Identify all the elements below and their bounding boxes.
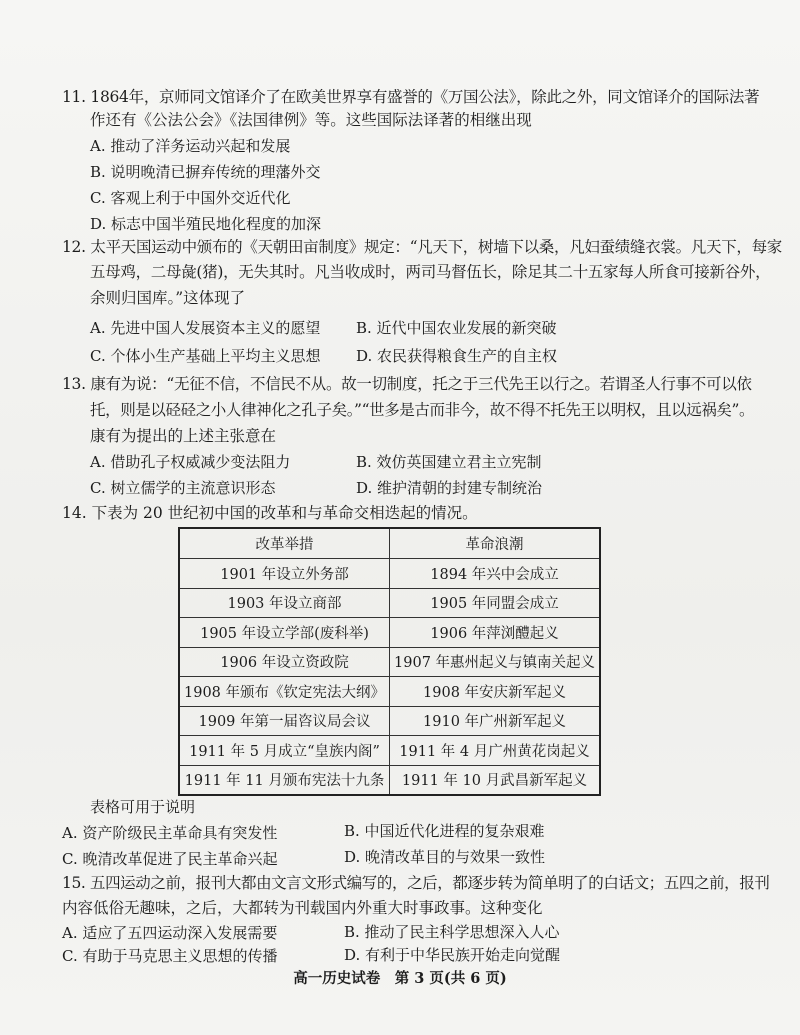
table-row: [179, 618, 600, 648]
q12-stem-line1: 12. 太平天国运动中颁布的《天朝田亩制度》规定：“凡天下，树墙下以桑，凡妇蚕绩缝衣裳。凡天下，每家: [62, 238, 783, 256]
q13-option-a[interactable]: A. 借助孔子权威减少变法阻力: [90, 453, 291, 471]
q11-stem-line2: 作还有《公法公会》《法国律例》等。这些国际法译著的相继出现: [90, 111, 532, 129]
table-cell: 1909 年第一届咨议局会议: [179, 706, 390, 736]
q13-stem-line2: 托，则是以硁硁之小人律神化之孔子矣。”“世多是古而非今，故不得不托先王以明权，且以远祸矣”。: [90, 401, 755, 419]
table-row: [179, 559, 600, 589]
q12-option-d[interactable]: D. 农民获得粮食生产的自主权: [356, 347, 558, 365]
q15-option-a[interactable]: A. 适应了五四运动深入发展需要: [62, 924, 278, 942]
table-row: [179, 677, 600, 707]
bleed-through-text: [600, 292, 604, 307]
q15-option-c[interactable]: C. 有助于马克思主义思想的传播: [62, 947, 278, 965]
table-cell: 1910 年广州新军起义: [390, 706, 601, 736]
table-cell: 1911 年 4 月广州黄花岗起义: [390, 736, 601, 766]
q15-stem-line2: 内容低俗无趣味，之后，大都转为刊载国内外重大时事政事。这种变化: [62, 899, 543, 917]
q12-option-b[interactable]: B. 近代中国农业发展的新突破: [356, 319, 557, 337]
table-cell: 1911 年 11 月颁布宪法十九条: [179, 765, 390, 795]
table-cell: 1894 年兴中会成立: [390, 559, 601, 589]
table-cell: 1907 年惠州起义与镇南关起义: [390, 647, 601, 677]
q14-option-b[interactable]: B. 中国近代化进程的复杂艰难: [344, 822, 545, 840]
table-cell: 1906 年设立资政院: [179, 647, 390, 677]
q11-option-b[interactable]: B. 说明晚清已摒弃传统的理藩外交: [90, 163, 321, 181]
table-cell: 1901 年设立外务部: [179, 559, 390, 589]
table-header-row: [179, 528, 600, 559]
table-row: [179, 647, 600, 677]
q13-stem-line1: 13. 康有为说：“无征不信，不信民不从。故一切制度，托之于三代先王以行之。若谓圣人行事不可以依: [62, 375, 752, 393]
q12-option-a[interactable]: A. 先进中国人发展资本主义的愿望: [90, 319, 321, 337]
q11-option-a[interactable]: A. 推动了洋务运动兴起和发展: [90, 137, 291, 155]
q13-option-d[interactable]: D. 维护清朝的封建专制统治: [356, 479, 543, 497]
q12-option-c[interactable]: C. 个体小生产基础上平均主义思想: [90, 347, 321, 365]
q14-option-a[interactable]: A. 资产阶级民主革命具有突发性: [62, 824, 278, 842]
q14-after-table: 表格可用于说明: [90, 798, 196, 816]
table-cell: 1911 年 5 月成立“皇族内阁”: [179, 736, 390, 766]
q15-option-b[interactable]: B. 推动了民主科学思想深入人心: [344, 923, 560, 941]
q11-option-d[interactable]: D. 标志中国半殖民地化程度的加深: [90, 215, 322, 233]
q13-stem-line3: 康有为提出的上述主张意在: [90, 427, 277, 445]
q14-stem: 14. 下表为 20 世纪初中国的改革和与革命交相迭起的情况。: [62, 504, 478, 522]
q13-option-b[interactable]: B. 效仿英国建立君主立宪制: [356, 453, 542, 471]
reform-revolution-table: [178, 527, 601, 796]
table-cell: 1908 年颁布《钦定宪法大纲》: [179, 677, 390, 707]
table-row: [179, 765, 600, 795]
table-row: [179, 588, 600, 618]
table-cell: 1905 年同盟会成立: [390, 588, 601, 618]
q15-option-d[interactable]: D. 有利于中华民族开始走向觉醒: [344, 946, 561, 964]
q11-option-c[interactable]: C. 客观上利于中国外交近代化: [90, 189, 291, 207]
table-cell: 1906 年萍浏醴起义: [390, 618, 601, 648]
q12-stem-line2: 五母鸡，二母彘(猪)，无失其时。凡当收成时，两司马督伍长，除足其二十五家每人所食可接新谷外，: [90, 263, 771, 281]
table-row: [179, 736, 600, 766]
page-footer: 高一历史试卷 第 3 页(共 6 页): [293, 970, 507, 987]
q14-option-c[interactable]: C. 晚清改革促进了民主革命兴起: [62, 850, 278, 868]
table-row: [179, 706, 600, 736]
q15-stem-line1: 15. 五四运动之前，报刊大都由文言文形式编写的，之后，都逐步转为简单明了的白话文；五四之前，报刊: [62, 874, 770, 892]
table-cell: 1905 年设立学部(废科举): [179, 618, 390, 648]
q14-option-d[interactable]: D. 晚清改革目的与效果一致性: [344, 848, 546, 866]
table-cell: 1908 年安庆新军起义: [390, 677, 601, 707]
table-header-revolution: 革命浪潮: [390, 528, 601, 559]
table-cell: 1903 年设立商部: [179, 588, 390, 618]
q13-option-c[interactable]: C. 树立儒学的主流意识形态: [90, 479, 276, 497]
table-header-reform: 改革举措: [179, 528, 390, 559]
q11-stem-line1: 11. 1864年，京师同文馆译介了在欧美世界享有盛誉的《万国公法》，除此之外，同文馆译介的国际法著: [62, 88, 760, 106]
table-cell: 1911 年 10 月武昌新军起义: [390, 765, 601, 795]
q12-stem-line3: 余则归国库。”这体现了: [90, 289, 246, 307]
